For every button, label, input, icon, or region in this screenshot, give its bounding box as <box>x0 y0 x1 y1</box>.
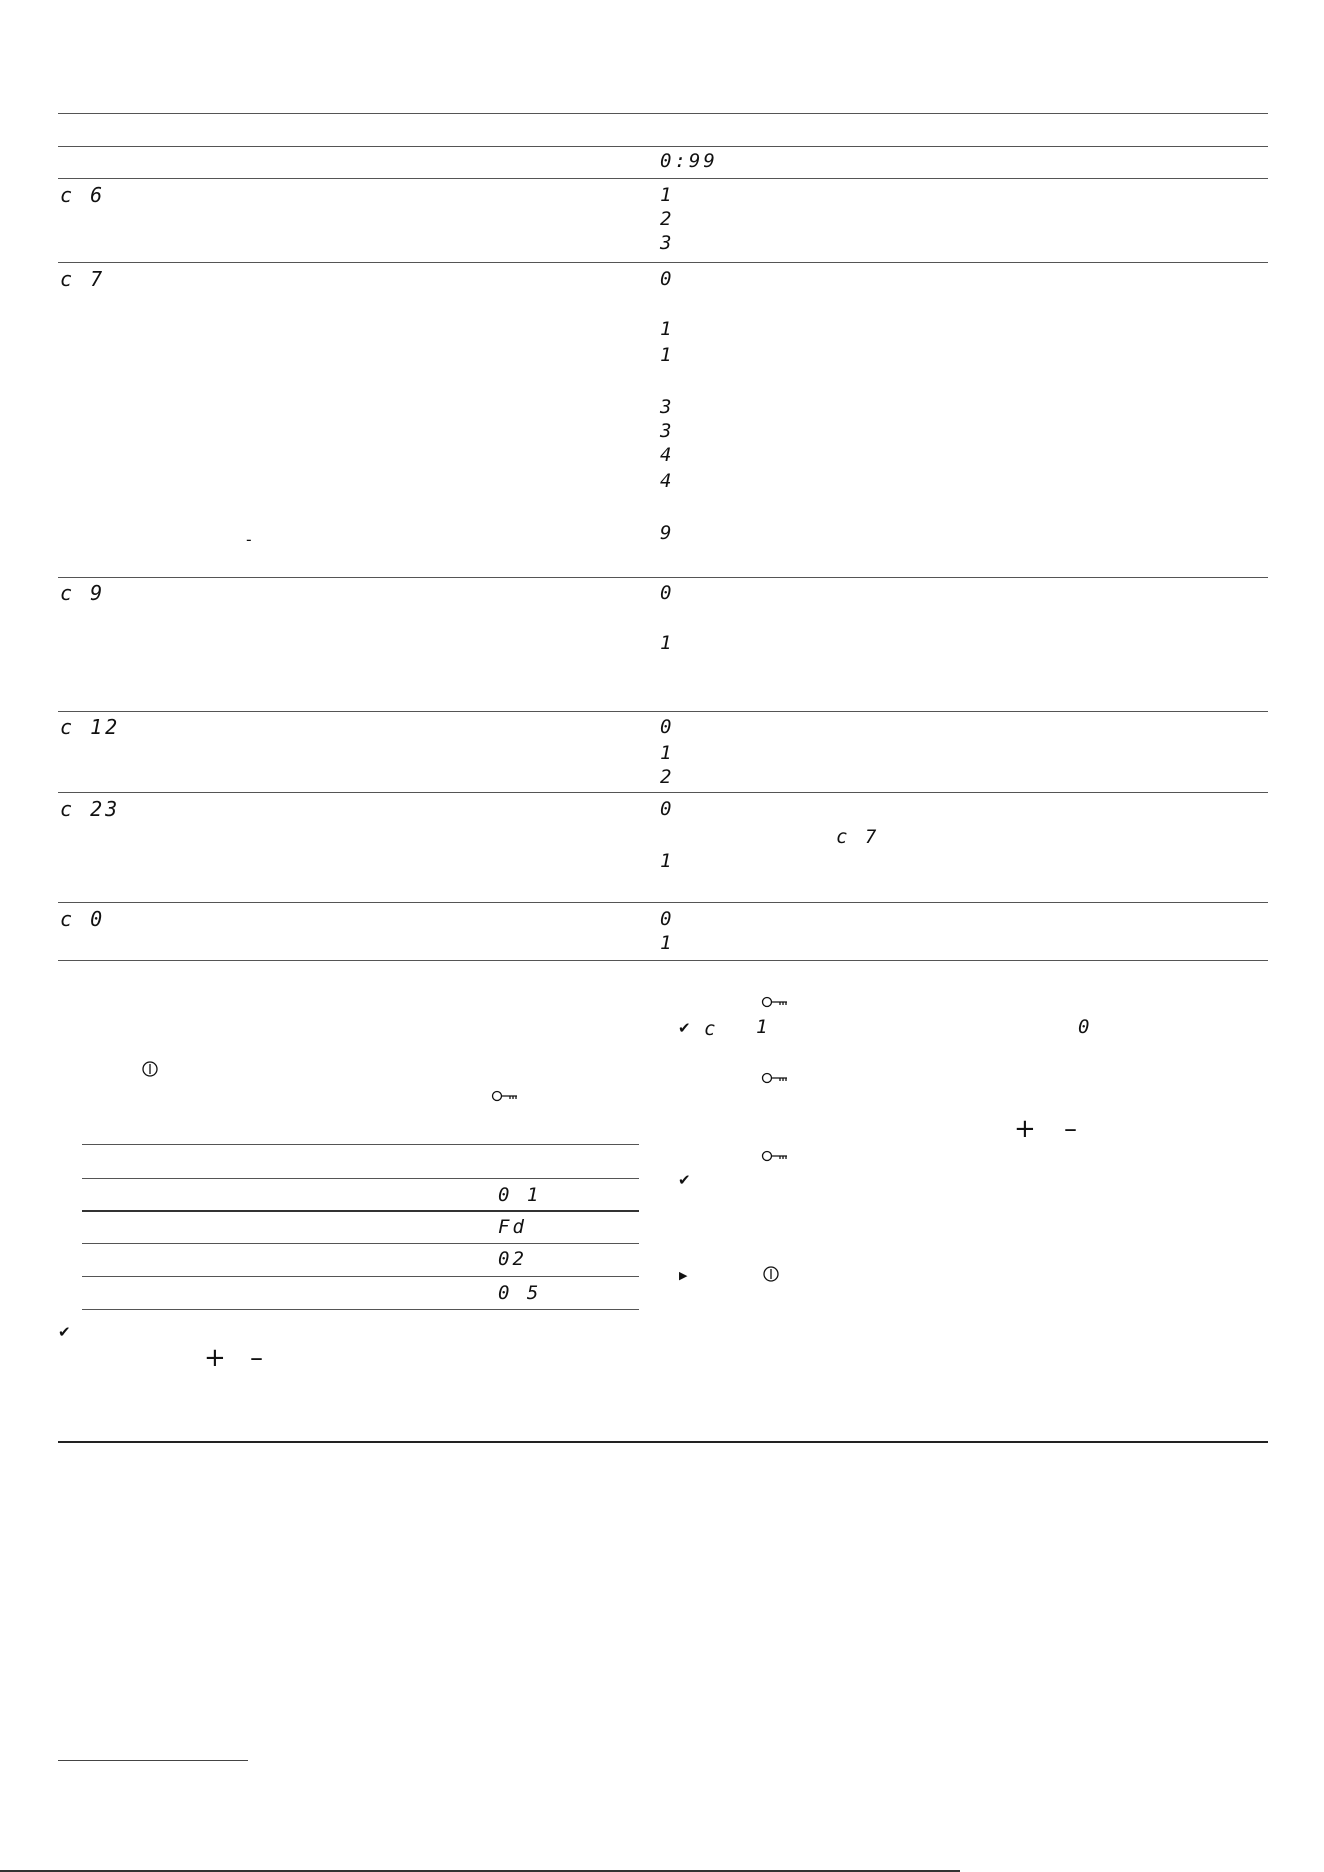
row-rule-c9 <box>58 577 1268 578</box>
section-bottom-rule <box>58 1441 1268 1443</box>
key-icon <box>761 994 791 1010</box>
mini-table-value-2: Fd <box>498 1216 527 1238</box>
mini-table-value-4: 0 5 <box>498 1282 542 1304</box>
mini-table-header-rule <box>82 1178 639 1179</box>
check-icon: ✔ <box>678 1019 691 1037</box>
value-c6-3: 3 <box>660 232 675 254</box>
footnote-rule <box>58 1760 248 1761</box>
table-header-rule <box>58 146 1268 147</box>
display-1: 1 <box>756 1016 771 1038</box>
row-rule-c0 <box>58 902 1268 903</box>
value-c7-5: 3 <box>660 420 675 442</box>
c23-reference-c7: c 7 <box>836 826 880 848</box>
value-c6-1: 1 <box>660 184 675 206</box>
row-rule-c7 <box>58 262 1268 263</box>
key-icon <box>761 1148 791 1164</box>
code-c12: c 12 <box>60 715 121 739</box>
row-rule-c6 <box>58 178 1268 179</box>
value-c7-6: 4 <box>660 444 675 466</box>
value-c6-2: 2 <box>660 208 675 230</box>
check-icon: ✔ <box>58 1323 71 1341</box>
mini-table-row-rule-2 <box>82 1243 639 1244</box>
mini-table-row-rule-1 <box>82 1210 639 1212</box>
row-rule-c23 <box>58 792 1268 793</box>
table-bottom-rule <box>58 960 1268 961</box>
value-c0-1: 0 <box>660 908 675 930</box>
code-c7: c 7 <box>60 267 106 291</box>
value-c7-3: 1 <box>660 344 675 366</box>
code-c9: c 9 <box>60 581 106 605</box>
table-top-rule <box>58 113 1268 114</box>
power-icon <box>762 1265 780 1283</box>
mini-table-top-rule <box>82 1144 639 1145</box>
power-icon <box>141 1060 159 1078</box>
code-c6: c 6 <box>60 183 106 207</box>
row-rule-c12 <box>58 711 1268 712</box>
value-c23-2: 1 <box>660 850 675 872</box>
value-c7-8: 9 <box>660 522 675 544</box>
value-c7-4: 3 <box>660 396 675 418</box>
value-c9-1: 0 <box>660 582 675 604</box>
value-c23-1: 0 <box>660 798 675 820</box>
value-c7-1: 0 <box>660 268 675 290</box>
value-c0-2: 1 <box>660 932 675 954</box>
key-icon <box>761 1070 791 1086</box>
value-c12-2: 1 <box>660 742 675 764</box>
value-c9-2: 1 <box>660 632 675 654</box>
value-c7-7: 4 <box>660 470 675 492</box>
value-c7-2: 1 <box>660 318 675 340</box>
minus-icon: – <box>1064 1114 1077 1144</box>
header-range-value: 0:99 <box>660 150 718 172</box>
check-icon: ✔ <box>678 1171 691 1189</box>
code-c23: c 23 <box>60 797 121 821</box>
c7-note-dash: - <box>244 530 254 549</box>
plus-icon: + <box>1014 1114 1036 1144</box>
code-c0: c 0 <box>60 907 106 931</box>
value-c12-3: 2 <box>660 766 675 788</box>
value-c12-1: 0 <box>660 716 675 738</box>
mini-table-bottom-rule <box>82 1309 639 1310</box>
display-c: c <box>704 1018 719 1040</box>
mini-table-value-1: 0 1 <box>498 1184 542 1206</box>
display-0: 0 <box>1078 1016 1093 1038</box>
plus-icon: + <box>204 1343 226 1373</box>
minus-icon: – <box>250 1343 263 1373</box>
key-icon <box>491 1088 521 1104</box>
arrow-icon: ▶ <box>679 1269 688 1282</box>
mini-table-row-rule-3 <box>82 1276 639 1277</box>
mini-table-value-3: 02 <box>498 1248 527 1270</box>
